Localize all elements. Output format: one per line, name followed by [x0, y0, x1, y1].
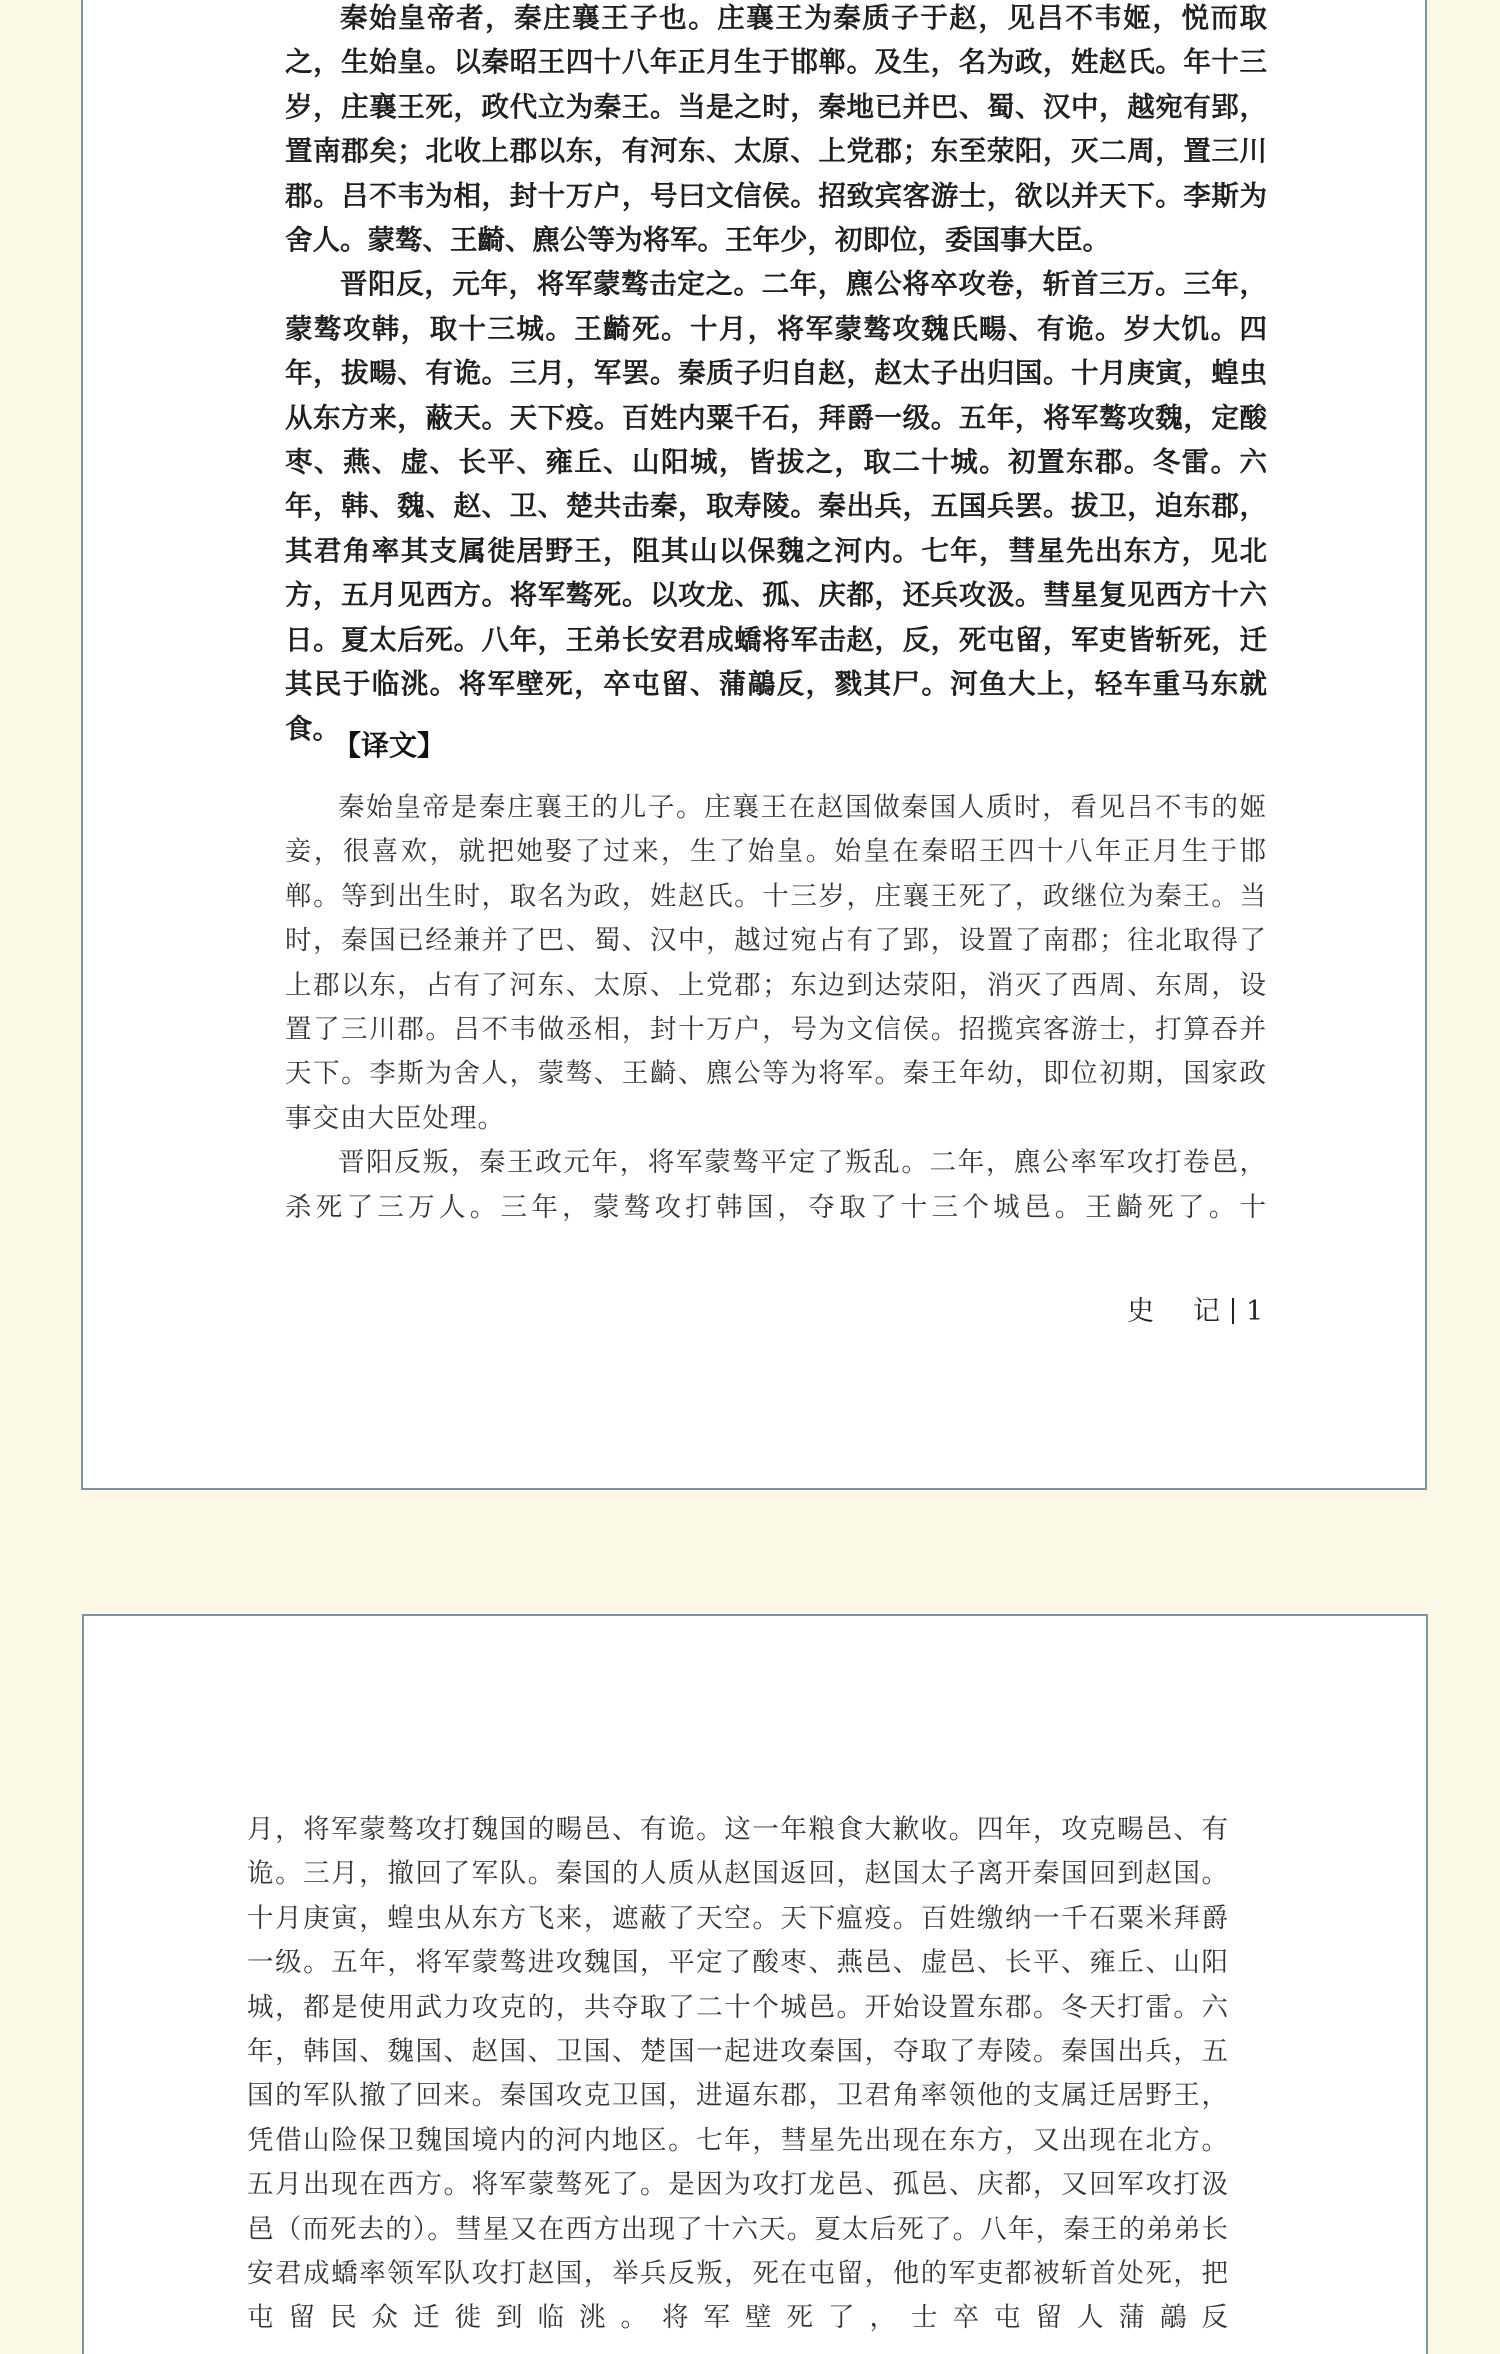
book-page-1 [81, 0, 1427, 1490]
book-page-2 [82, 1614, 1428, 2354]
translation-paragraph: 晋阳反叛，秦王政元年，将军蒙骜平定了叛乱。二年，麃公率军攻打卷邑，杀死了三万人。三年，蒙骜攻打韩国，夺取了十三个城邑。王齮死了。十 [285, 1147, 1267, 1223]
translation-heading: 【译文】 [333, 729, 446, 762]
folio-divider [1232, 1298, 1234, 1324]
original-paragraph: 秦始皇帝者，秦庄襄王子也。庄襄王为秦质子于赵，见吕不韦姬，悦而取之，生始皇。以秦昭王四十八年正月生于邯郸。及生，名为政，姓赵氏。年十三岁，庄襄王死，政代立为秦王。当是之时，秦地已并巴、蜀、汉中，越宛有郢，置南郡矣；北收上郡以东，有河东、太原、上党郡；东至荥阳，灭二周，置三川郡。吕不韦为相，封十万户，号曰文信侯。招致宾客游士，欲以并天下。李斯为舍人。蒙骜、王齮、麃公等为将军。王年少，初即位，委国事大臣。 [285, 2, 1267, 257]
book-title: 史 记 [1127, 1296, 1226, 1327]
translation-paragraph: 月，将军蒙骜攻打魏国的畼邑、有诡。这一年粮食大歉收。四年，攻克畼邑、有诡。三月，撤回了军队。秦国的人质从赵国返回，赵国太子离开秦国回到赵国。十月庚寅，蝗虫从东方飞来，遮蔽了天空。天下瘟疫。百姓缴纳一千石粟米拜爵一级。五年，将军蒙骜进攻魏国，平定了酸枣、燕邑、虚邑、长平、雍丘、山阳城，都是使用武力攻克的，共夺取了二十个城邑。开始设置东郡。冬天打雷。六年，韩国、魏国、赵国、卫国、楚国一起进攻秦国，夺取了寿陵。秦国出兵，五国的军队撤了回来。秦国攻克卫国，进逼东郡，卫君角率领他的支属迁居野王，凭借山险保卫魏国境内的河内地区。七年，彗星先出现在东方，又出现在北方。五月出现在西方。将军蒙骜死了。是因为攻打龙邑、孤邑、庆都，又回军攻打汲邑（而死去的）。彗星又在西方出现了十六天。夏太后死了。八年，秦王的弟弟长安君成蟜率领军队攻打赵国，举兵反叛，死在屯留，他的军吏都被斩首处死，把屯留民众迁徙到临洮。将军壁死了，士卒屯留人蒲鶮反 [247, 1814, 1229, 2334]
translation-text [285, 786, 1267, 1230]
translation-text [247, 1808, 1229, 2341]
original-text [285, 0, 1267, 751]
page-footer [1127, 1292, 1269, 1332]
translation-paragraph: 秦始皇帝是秦庄襄王的儿子。庄襄王在赵国做秦国人质时，看见吕不韦的姬妾，很喜欢，就把她娶了过来，生了始皇。始皇在秦昭王四十八年正月生于邯郸。等到出生时，取名为政，姓赵氏。十三岁，庄襄王死了，政继位为秦王。当时，秦国已经兼并了巴、蜀、汉中，越过宛占有了郢，设置了南郡；往北取得了上郡以东，占有了河东、太原、上党郡；东边到达荥阳，消灭了西周、东周，设置了三川郡。吕不韦做丞相，封十万户，号为文信侯。招揽宾客游士，打算吞并天下。李斯为舍人，蒙骜、王齮、麃公等为将军。秦王年幼，即位初期，国家政事交由大臣处理。 [285, 792, 1267, 1134]
original-paragraph: 晋阳反，元年，将军蒙骜击定之。二年，麃公将卒攻卷，斩首三万。三年，蒙骜攻韩，取十三城。王齮死。十月，将军蒙骜攻魏氏畼、有诡。岁大饥。四年，拔畼、有诡。三月，军罢。秦质子归自赵，赵太子出归国。十月庚寅，蝗虫从东方来，蔽天。天下疫。百姓内粟千石，拜爵一级。五年，将军骜攻魏，定酸枣、燕、虚、长平、雍丘、山阳城，皆拔之，取二十城。初置东郡。冬雷。六年，韩、魏、赵、卫、楚共击秦，取寿陵。秦出兵，五国兵罢。拔卫，迫东郡，其君角率其支属徙居野王，阻其山以保魏之河内。七年，彗星先出东方，见北方，五月见西方。将军骜死。以攻龙、孤、庆都，还兵攻汲。彗星复见西方十六日。夏太后死。八年，王弟长安君成蟜将军击赵，反，死屯留，军吏皆斩死，迁其民于临洮。将军壁死，卒屯留、蒲鶮反，戮其尸。河鱼大上，轻车重马东就食。 [285, 268, 1267, 745]
page-number: 1 [1246, 1296, 1270, 1327]
